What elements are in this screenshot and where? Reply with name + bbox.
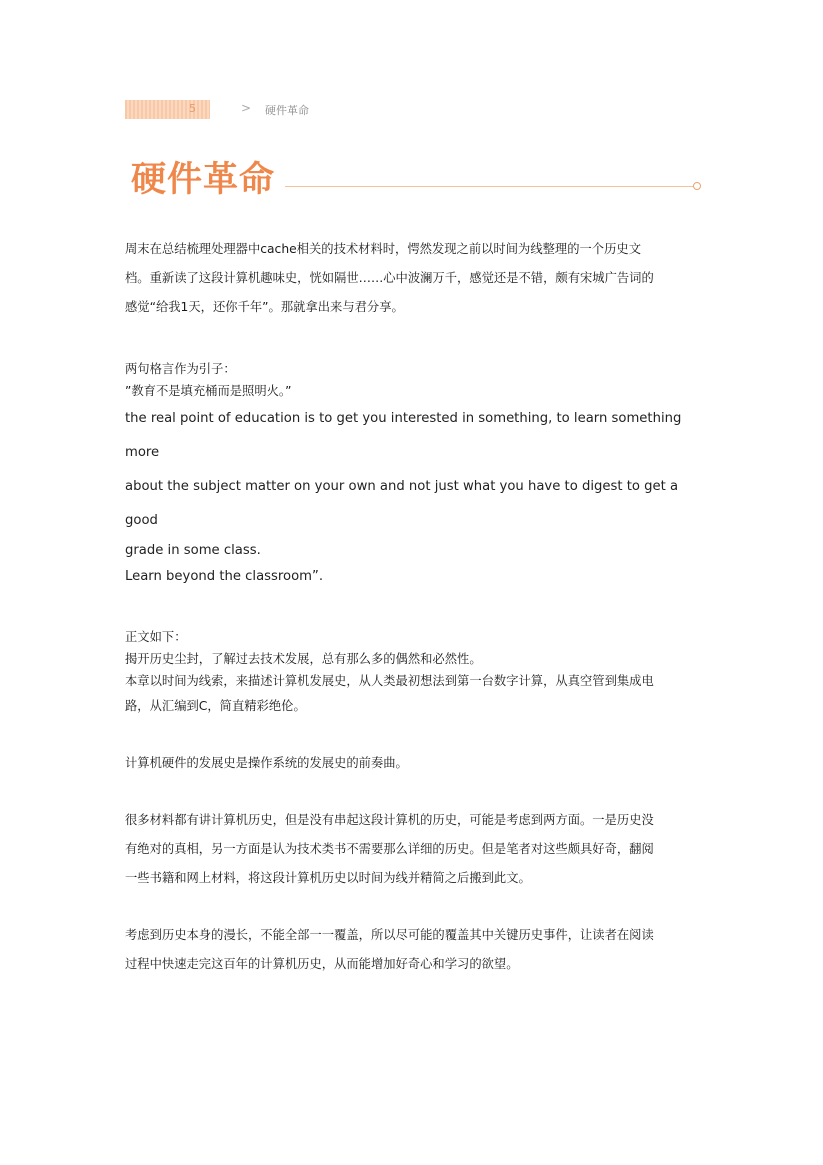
breadcrumb: 硬件革命 [265,104,309,117]
spacer [125,322,700,358]
quote-intro: 两句格言作为引子： [125,362,236,376]
body-intro: 正文如下： [125,630,187,644]
body-line-2b: 路，从汇编到C，简直精彩绝伦。 [125,699,306,713]
spacer [125,721,700,749]
page-number: 5 [189,102,196,115]
chapter-title-row [125,155,705,211]
quote-english-line-3: grade in some class. [125,543,261,558]
body-line-1: 揭开历史尘封，了解过去技术发展，总有那么多的偶然和必然性。 [125,652,482,666]
spacer [125,893,700,921]
intro-line-1: 周末在总结梳理处理器中cache相关的技术材料时，愕然发现之前以时间为线整理的一个历史文 [125,242,641,256]
spacer [125,590,700,626]
spacer [125,778,700,806]
intro-line-3: 感觉“给我1天，还你千年”。那就拿出来与君分享。 [125,300,404,314]
quote-english-line-1: the real point of education is to get you interested in something, to learn something more [125,411,682,460]
scope-line-1: 考虑到历史本身的漫长，不能全部一一覆盖，所以尽可能的覆盖其中关键历史事件，让读者在阅读 [125,928,654,942]
page-header [125,100,705,120]
materials-line-3: 一些书籍和网上材料，将这段计算机历史以时间为线并精简之后搬到此文。 [125,871,531,885]
quote-chinese: ”教育不是填充桶而是照明火。” [125,384,292,398]
page-number-tab [125,100,210,119]
chapter-title: 硬件革命 [131,160,276,200]
body-line-2a: 本章以时间为线索，来描述计算机发展史，从人类最初想法到第一台数字计算，从真空管到集成电 [125,674,654,688]
scope-line-2: 过程中快速走完这百年的计算机历史，从而能增加好奇心和学习的欲望。 [125,957,519,971]
materials-line-2: 有绝对的真相，另一方面是认为技术类书不需要那么详细的历史。但是笔者对这些颇具好奇，翻阅 [125,842,654,856]
article-body [125,235,700,979]
quote-english-line-2: about the subject matter on your own and not just what you have to digest to get a good [125,479,679,528]
title-divider-dot [693,182,701,190]
quote-english-line-4: Learn beyond the classroom”. [125,569,324,584]
title-divider-line [285,186,695,187]
materials-line-1: 很多材料都有讲计算机历史，但是没有串起这段计算机的历史，可能是考虑到两方面。一是历史没 [125,813,654,827]
prelude-line: 计算机硬件的发展史是操作系统的发展史的前奏曲。 [125,756,408,770]
chevron-right-icon: > [241,101,252,115]
intro-line-2: 档。重新读了这段计算机趣味史，恍如隔世……心中波澜万千，感觉还是不错，颇有宋城广告词的 [125,271,654,285]
